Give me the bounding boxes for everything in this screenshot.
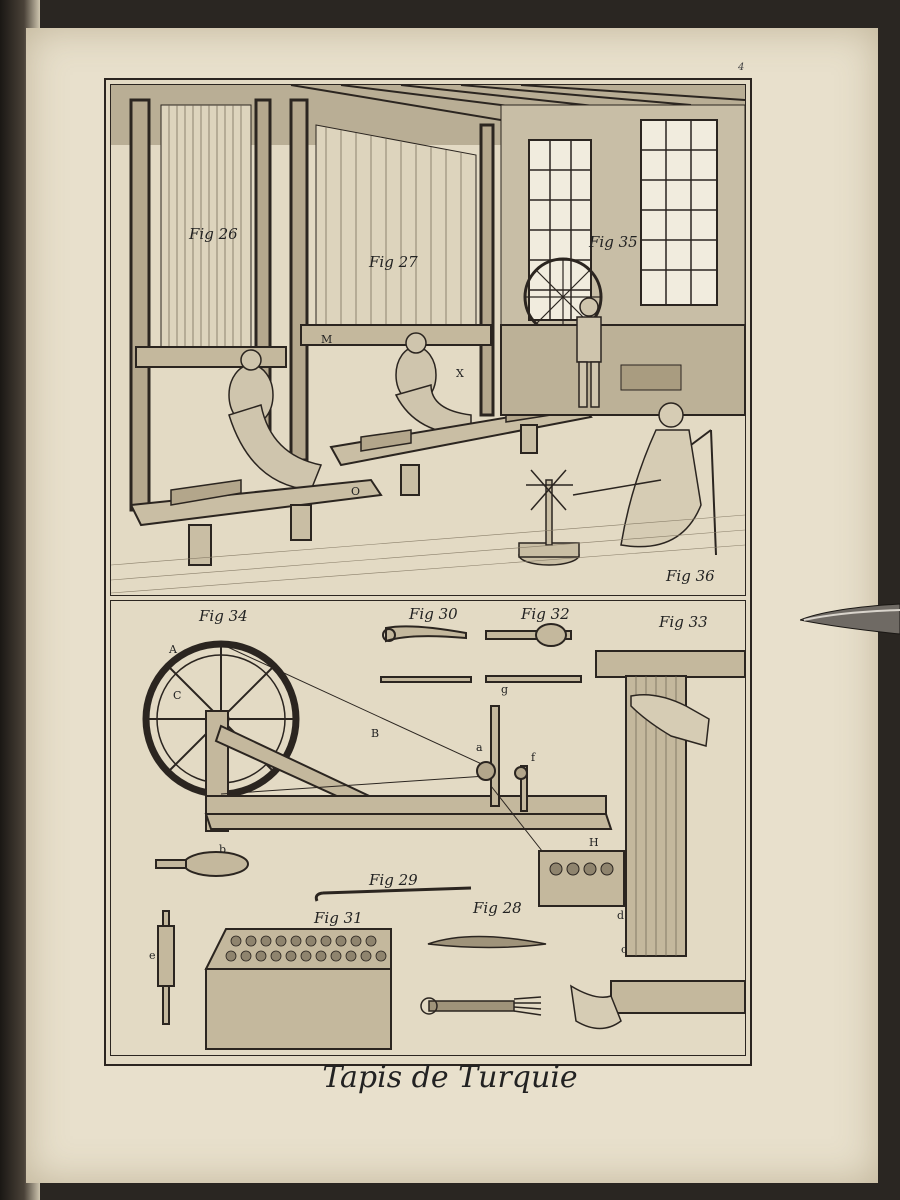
fig-32-label: Fig 32 — [521, 605, 570, 623]
letter-c: c — [621, 943, 628, 956]
fig-27-label: Fig 27 — [369, 253, 418, 271]
workshop-scene-illustration — [111, 85, 745, 595]
letter-b: b — [219, 843, 227, 856]
letter-m: M — [321, 333, 333, 346]
tools-panel — [110, 600, 746, 1056]
fig-30-label: Fig 30 — [409, 605, 458, 623]
fig-26-label: Fig 26 — [189, 225, 238, 243]
fig-35-label: Fig 35 — [589, 233, 638, 251]
letter-h: H — [589, 836, 599, 849]
letter-e: e — [149, 949, 156, 962]
letter-o: O — [351, 485, 361, 498]
letter-c-upper: C — [173, 689, 182, 702]
letter-a-upper: A — [169, 643, 177, 656]
fig-31-label: Fig 31 — [314, 909, 363, 927]
letter-g: g — [501, 683, 509, 696]
knife-icon — [800, 598, 900, 638]
fig-36-label: Fig 36 — [666, 567, 715, 585]
fig-34-label: Fig 34 — [199, 607, 248, 625]
workshop-scene-panel — [110, 84, 746, 596]
page-number: 4 — [738, 62, 745, 73]
tools-illustration — [111, 601, 745, 1055]
fig-29-label: Fig 29 — [369, 871, 418, 889]
plate-caption: Tapis de Turquie — [322, 1060, 578, 1095]
letter-a: a — [476, 741, 483, 754]
letter-x: X — [456, 367, 464, 380]
letter-b-upper: B — [371, 727, 380, 740]
letter-d: d — [617, 909, 625, 922]
letter-f: f — [531, 751, 536, 764]
fig-33-label: Fig 33 — [659, 613, 708, 631]
fig-28-label: Fig 28 — [473, 899, 522, 917]
